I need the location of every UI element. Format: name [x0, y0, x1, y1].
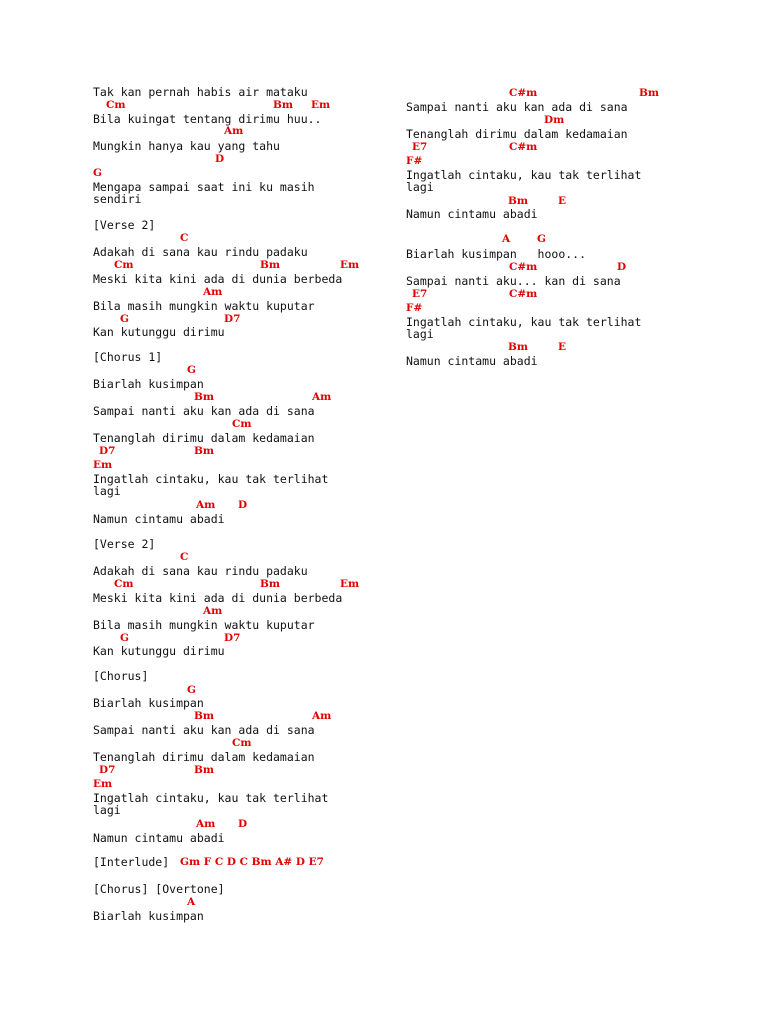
chord-label: C#m [509, 261, 538, 273]
chord-label: Bm [639, 87, 659, 99]
lyric-line: Mungkin hanya kau yang tahu [93, 139, 280, 153]
lyric-line: [Verse 2] [93, 218, 156, 232]
chord-label: Bm [194, 445, 214, 457]
chord-label: F# [406, 155, 423, 167]
chord-label: Em [340, 259, 360, 271]
lyric-line: Namun cintamu abadi [406, 354, 538, 368]
chord-label: C#m [509, 87, 538, 99]
chord-label: Cm [106, 99, 126, 111]
chord-label: D7 [224, 632, 241, 644]
chord-label: E [558, 341, 567, 353]
chord-label: G [120, 632, 129, 644]
chord-label: Am [312, 710, 332, 722]
chord-label: Bm [508, 341, 528, 353]
lyric-line: Tenanglah dirimu dalam kedamaian [93, 431, 315, 445]
lyric-line: Bila kuingat tentang dirimu huu.. [93, 112, 322, 126]
lyric-line: Ingatlah cintaku, kau tak terlihat [406, 168, 642, 182]
lyric-line: [Interlude] [93, 855, 170, 869]
chord-label: G [120, 313, 129, 325]
lyric-line: Biarlah kusimpan [93, 909, 204, 923]
lyric-line: Biarlah kusimpan [93, 696, 204, 710]
lyric-line: Kan kutunggu dirimu [93, 644, 225, 658]
lyric-line: Ingatlah cintaku, kau tak terlihat [93, 791, 329, 805]
lyric-line: lagi [93, 803, 121, 817]
lyric-line: lagi [406, 327, 434, 341]
chord-label: Am [196, 499, 216, 511]
chord-label: Am [196, 818, 216, 830]
chord-label: C#m [509, 141, 538, 153]
lyric-line: Sampai nanti aku kan ada di sana [93, 723, 315, 737]
lyric-line: Bila masih mungkin waktu kuputar [93, 299, 315, 313]
chord-label: Bm [194, 764, 214, 776]
chord-label: F# [406, 302, 423, 314]
chord-label: Am [203, 286, 223, 298]
lyric-line: lagi [406, 180, 434, 194]
chord-label: D [617, 261, 627, 273]
lyric-line: Tenanglah dirimu dalam kedamaian [93, 750, 315, 764]
chord-label: D7 [99, 764, 116, 776]
lyric-line: Kan kutunggu dirimu [93, 325, 225, 339]
chord-label: Bm [273, 99, 293, 111]
lyric-line: [Verse 2] [93, 537, 156, 551]
chord-label: Bm [260, 259, 280, 271]
chord-label: Bm [508, 195, 528, 207]
lyric-line: Tenanglah dirimu dalam kedamaian [406, 127, 628, 141]
chord-label: A [187, 896, 196, 908]
chord-label: Cm [114, 578, 134, 590]
chord-label: C [180, 551, 189, 563]
lyric-line: Tak kan pernah habis air mataku [93, 85, 308, 99]
chord-label: E7 [412, 141, 428, 153]
chord-label: G [187, 684, 196, 696]
chord-label: Em [93, 459, 113, 471]
chord-label: Em [340, 578, 360, 590]
lyric-line: Bila masih mungkin waktu kuputar [93, 618, 315, 632]
chord-label: Cm [232, 737, 252, 749]
chord-label: Am [203, 605, 223, 617]
lyric-line: [Chorus] [93, 669, 149, 683]
chord-label: E [558, 195, 567, 207]
chord-label: A [502, 233, 511, 245]
chord-label: G [187, 364, 196, 376]
lyric-line: lagi [93, 484, 121, 498]
lyric-line: Sampai nanti aku kan ada di sana [406, 100, 628, 114]
lyric-line: Sampai nanti aku... kan di sana [406, 274, 621, 288]
chord-label: D7 [99, 445, 116, 457]
chord-label: Cm [114, 259, 134, 271]
chord-label: Am [224, 125, 244, 137]
chord-label: G [537, 233, 546, 245]
chord-label: Bm [194, 710, 214, 722]
lyric-line: [Chorus 1] [93, 350, 163, 364]
lyric-line: [Chorus] [Overtone] [93, 882, 225, 896]
lyric-line: Adakah di sana kau rindu padaku [93, 245, 308, 259]
lyric-line: Meski kita kini ada di dunia berbeda [93, 591, 343, 605]
chord-label: Cm [232, 418, 252, 430]
chord-label: Am [312, 391, 332, 403]
lyric-line: Sampai nanti aku kan ada di sana [93, 404, 315, 418]
lyric-line: Biarlah kusimpan [93, 377, 204, 391]
chord-label: Gm F C D C Bm A# D E7 [180, 856, 324, 868]
lyric-line: Meski kita kini ada di dunia berbeda [93, 272, 343, 286]
lyric-line: Ingatlah cintaku, kau tak terlihat [406, 315, 642, 329]
lyric-line: Biarlah kusimpan hooo... [406, 247, 587, 261]
chord-label: C#m [509, 288, 538, 300]
lyric-line: Namun cintamu abadi [93, 831, 225, 845]
chord-label: Em [93, 778, 113, 790]
chord-label: C [180, 232, 189, 244]
chord-label: D [215, 153, 225, 165]
lyric-line: sendiri [93, 192, 142, 206]
lyric-line: Ingatlah cintaku, kau tak terlihat [93, 472, 329, 486]
chord-label: Bm [194, 391, 214, 403]
chord-label: E7 [412, 288, 428, 300]
chord-label: Em [311, 99, 331, 111]
lyric-line: Namun cintamu abadi [93, 512, 225, 526]
chord-label: Dm [544, 114, 565, 126]
lyric-line: Namun cintamu abadi [406, 207, 538, 221]
chord-label: D7 [224, 313, 241, 325]
chord-label: D [238, 499, 248, 511]
chord-label: G [93, 167, 102, 179]
chord-label: Bm [260, 578, 280, 590]
lyric-line: Mengapa sampai saat ini ku masih [93, 180, 315, 194]
chord-label: D [238, 818, 248, 830]
lyric-line: Adakah di sana kau rindu padaku [93, 564, 308, 578]
